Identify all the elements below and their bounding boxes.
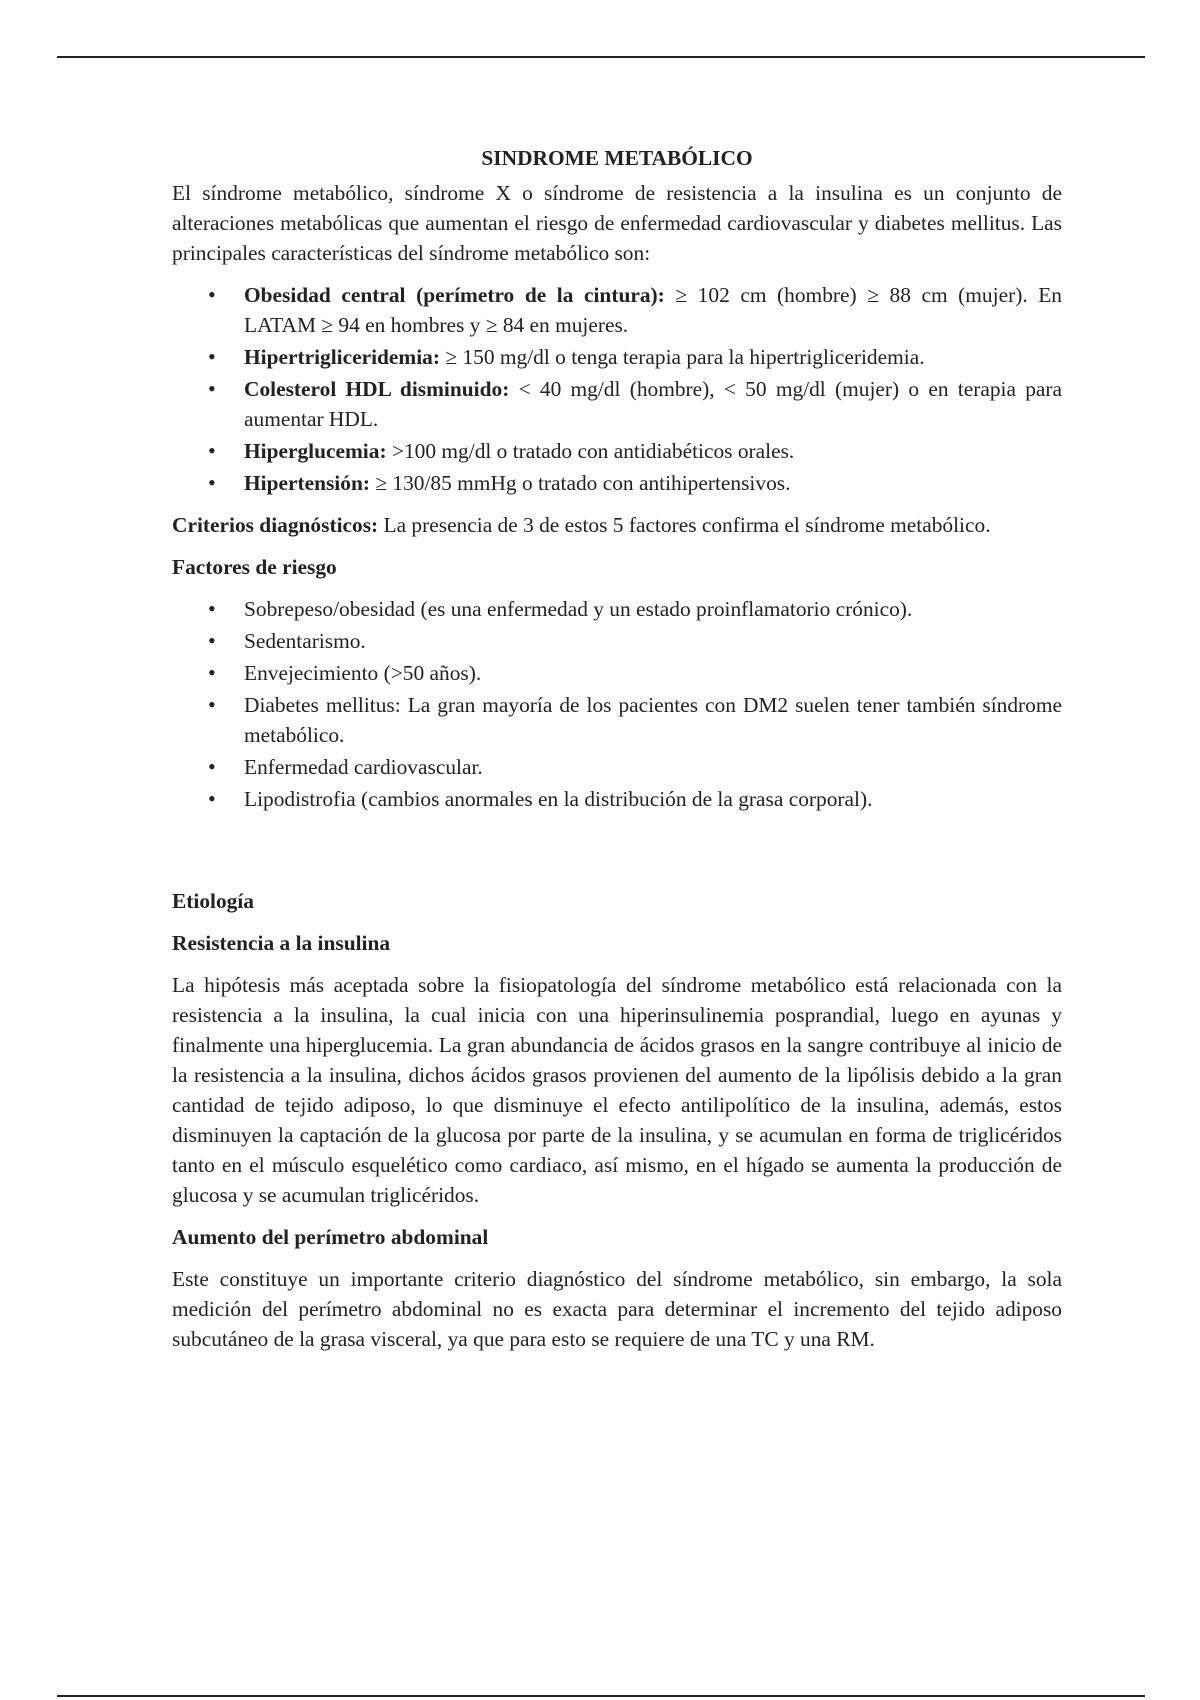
feature-text: ≥ 102 cm (hombre) ≥ 88 cm (mujer). En LATAM ≥ 94 en hombres y ≥ 84 en mujeres.	[244, 283, 1062, 337]
criteria-paragraph	[172, 510, 1062, 540]
feature-label: Obesidad central (perímetro de la cintura):	[244, 283, 665, 307]
features-list	[172, 280, 1062, 498]
list-item	[172, 468, 1062, 498]
list-item: • Sobrepeso/obesidad (es una enfermedad y un estado proinflamatorio crónico).	[172, 594, 1062, 624]
list-item: • Enfermedad cardiovascular.	[172, 752, 1062, 782]
feature-label: Hiperglucemia:	[244, 439, 387, 463]
risk-heading: Factores de riesgo	[172, 555, 337, 579]
list-item: • Envejecimiento (>50 años).	[172, 658, 1062, 688]
header-rule	[57, 56, 1145, 58]
document-body	[172, 140, 1062, 1354]
feature-text: < 40 mg/dl (hombre), < 50 mg/dl (mujer) o en terapia para aumentar HDL.	[244, 377, 1063, 431]
risk-factors-list	[172, 594, 1062, 814]
spacer	[172, 816, 1062, 874]
criteria-text: La presencia de 3 de estos 5 factores confirma el síndrome metabólico.	[378, 513, 991, 537]
feature-label: Hipertrigliceridemia:	[244, 345, 441, 369]
list-item	[172, 436, 1062, 466]
etiology-heading: Etiología	[172, 889, 255, 913]
criteria-label: Criterios diagnósticos:	[172, 513, 379, 537]
insulin-paragraph: La hipótesis más aceptada sobre la fisiopatología del síndrome metabólico está relacionada con la resistencia a la insulina, la cual inicia con una hiperinsulinemia posprandial, luego en ayunas y finalmente una hiperglucemia. La gran abundancia de ácidos grasos en la sangre contribuye al inicio de la resistencia a la insulina, dichos ácidos grasos provienen del aumento de la lipólisis debido a la gran cantidad de tejido adiposo, lo que disminuye el efecto antilipolítico de la insulina, además, estos disminuyen la captación de la glucosa por parte de la insulina, y se acumulan en forma de triglicéridos tanto en el músculo esquelético como cardiaco, así mismo, en el hígado se aumenta la producción de glucosa y se acumulan triglicéridos.	[172, 973, 1062, 1207]
list-item: • Diabetes mellitus: La gran mayoría de los pacientes con DM2 suelen tener también síndrome metabólico.	[172, 690, 1062, 750]
list-item	[172, 280, 1062, 340]
abdominal-paragraph: Este constituye un importante criterio diagnóstico del síndrome metabólico, sin embargo, la sola medición del perímetro abdominal no es exacta para determinar el incremento del tejido adiposo subcutáneo de la grasa visceral, ya que para esto se requiere de una TC y una RM.	[172, 1267, 1062, 1351]
feature-text: ≥ 150 mg/dl o tenga terapia para la hipertrigliceridemia.	[440, 345, 925, 369]
feature-text: ≥ 130/85 mmHg o tratado con antihipertensivos.	[369, 471, 791, 495]
list-item	[172, 374, 1062, 434]
feature-text: >100 mg/dl o tratado con antidiabéticos orales.	[386, 439, 795, 463]
feature-label: Hipertensión:	[244, 471, 370, 495]
feature-label: Colesterol HDL disminuido:	[244, 377, 510, 401]
intro-paragraph: El síndrome metabólico, síndrome X o síndrome de resistencia a la insulina es un conjunto de alteraciones metabólicas que aumentan el riesgo de enfermedad cardiovascular y diabetes mellitus. Las principales características del síndrome metabólico son:	[172, 181, 1062, 265]
page-title: SINDROME METABÓLICO	[481, 146, 753, 170]
insulin-heading: Resistencia a la insulina	[172, 931, 391, 955]
list-item: • Lipodistrofia (cambios anormales en la distribución de la grasa corporal).	[172, 784, 1062, 814]
list-item: • Sedentarismo.	[172, 626, 1062, 656]
list-item	[172, 342, 1062, 372]
abdominal-heading: Aumento del perímetro abdominal	[172, 1225, 489, 1249]
footer-rule	[57, 1695, 1145, 1697]
